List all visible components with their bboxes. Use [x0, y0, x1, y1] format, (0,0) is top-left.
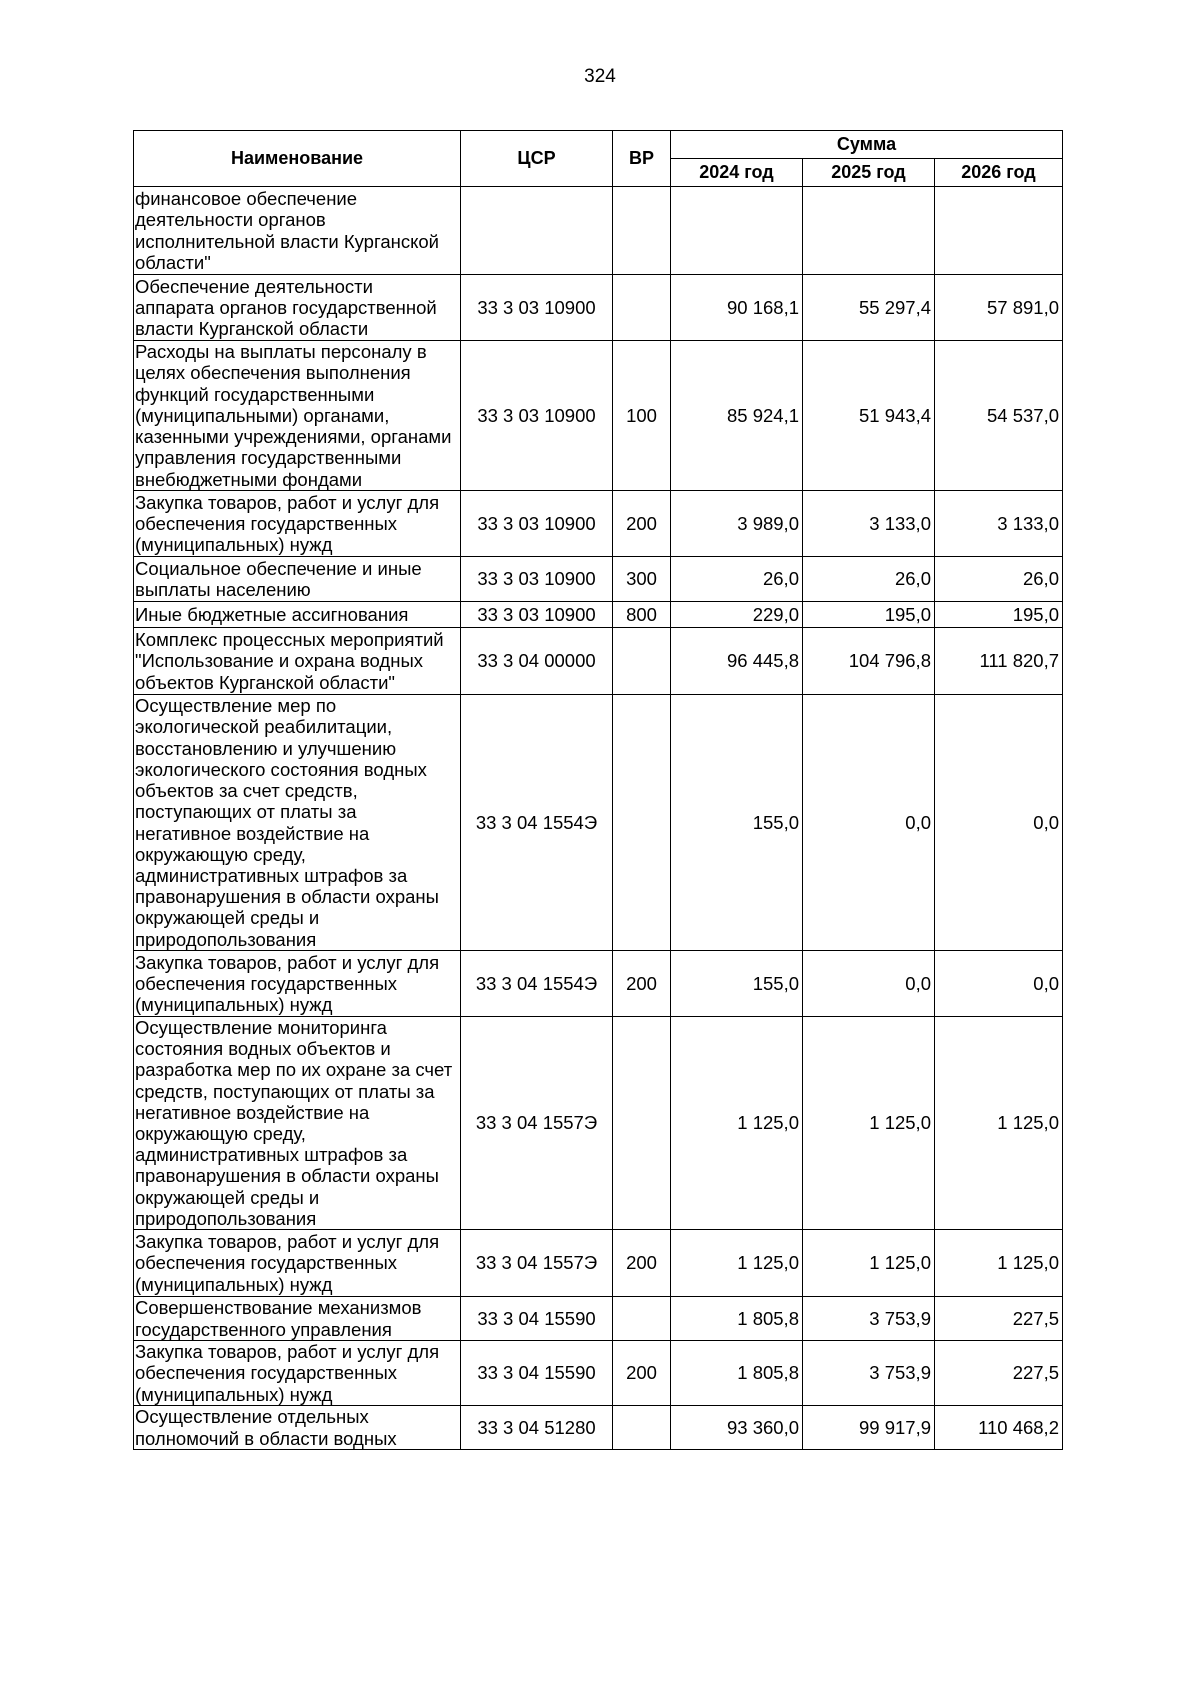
table-row	[134, 341, 1063, 491]
cell-2024: 1 805,8	[671, 1297, 803, 1341]
cell-2024: 1 805,8	[671, 1341, 803, 1406]
header-row	[134, 131, 1063, 159]
header-vr: ВР	[613, 131, 671, 187]
cell-2026: 111 820,7	[935, 628, 1063, 695]
cell-2026: 195,0	[935, 602, 1063, 628]
cell-name: Обеспечение деятельности аппарата органов государственной власти Курганской области	[134, 275, 461, 341]
table-row	[134, 1406, 1063, 1450]
cell-2025: 99 917,9	[803, 1406, 935, 1450]
cell-csr: 33 3 04 15590	[461, 1341, 613, 1406]
cell-2024: 26,0	[671, 557, 803, 602]
cell-2026: 110 468,2	[935, 1406, 1063, 1450]
cell-vr: 200	[613, 951, 671, 1017]
cell-name: Социальное обеспечение и иные выплаты населению	[134, 557, 461, 602]
cell-vr: 200	[613, 1341, 671, 1406]
cell-2026: 1 125,0	[935, 1017, 1063, 1230]
cell-2024: 155,0	[671, 951, 803, 1017]
cell-vr	[613, 695, 671, 951]
cell-vr	[613, 275, 671, 341]
cell-2024: 96 445,8	[671, 628, 803, 695]
cell-2025: 55 297,4	[803, 275, 935, 341]
cell-2024: 1 125,0	[671, 1017, 803, 1230]
cell-2026: 26,0	[935, 557, 1063, 602]
cell-2026: 3 133,0	[935, 491, 1063, 557]
cell-2026: 1 125,0	[935, 1230, 1063, 1297]
table-row	[134, 1297, 1063, 1341]
table-row	[134, 1230, 1063, 1297]
cell-name: Закупка товаров, работ и услуг для обеспечения государственных (муниципальных) нужд	[134, 951, 461, 1017]
cell-vr	[613, 1297, 671, 1341]
cell-2024: 93 360,0	[671, 1406, 803, 1450]
cell-csr: 33 3 03 10900	[461, 275, 613, 341]
cell-2024: 229,0	[671, 602, 803, 628]
table-row	[134, 1017, 1063, 1230]
cell-2024: 1 125,0	[671, 1230, 803, 1297]
cell-csr: 33 3 03 10900	[461, 557, 613, 602]
cell-name: Закупка товаров, работ и услуг для обеспечения государственных (муниципальных) нужд	[134, 1230, 461, 1297]
header-year-2024: 2024 год	[671, 159, 803, 187]
cell-2025: 3 133,0	[803, 491, 935, 557]
cell-vr: 200	[613, 1230, 671, 1297]
cell-csr: 33 3 03 10900	[461, 491, 613, 557]
cell-2026: 57 891,0	[935, 275, 1063, 341]
cell-vr: 100	[613, 341, 671, 491]
cell-2026	[935, 187, 1063, 275]
cell-name: Осуществление мер по экологической реабилитации, восстановлению и улучшению экологического состояния водных объектов за счет средств, поступающих от платы за негативное воздействие на окружающую среду, административных штрафов за правонарушения в области охраны окружающей среды и природопользования	[134, 695, 461, 951]
cell-2024: 155,0	[671, 695, 803, 951]
cell-2024: 90 168,1	[671, 275, 803, 341]
cell-name: Комплекс процессных мероприятий "Использование и охрана водных объектов Курганской области"	[134, 628, 461, 695]
cell-vr: 800	[613, 602, 671, 628]
cell-2025: 104 796,8	[803, 628, 935, 695]
cell-2025: 51 943,4	[803, 341, 935, 491]
cell-2025: 1 125,0	[803, 1230, 935, 1297]
cell-2024: 3 989,0	[671, 491, 803, 557]
cell-csr: 33 3 04 1554Э	[461, 695, 613, 951]
cell-csr: 33 3 04 00000	[461, 628, 613, 695]
cell-vr: 200	[613, 491, 671, 557]
cell-2025: 195,0	[803, 602, 935, 628]
cell-csr: 33 3 04 1554Э	[461, 951, 613, 1017]
cell-2025: 3 753,9	[803, 1297, 935, 1341]
cell-name: Закупка товаров, работ и услуг для обеспечения государственных (муниципальных) нужд	[134, 1341, 461, 1406]
cell-2024	[671, 187, 803, 275]
cell-name: финансовое обеспечение деятельности органов исполнительной власти Курганской области"	[134, 187, 461, 275]
cell-vr	[613, 187, 671, 275]
cell-name: Расходы на выплаты персоналу в целях обеспечения выполнения функций государственными (муниципальными) органами, казенными учреждениями, органами управления государственными внебюджетными фондами	[134, 341, 461, 491]
cell-2026: 227,5	[935, 1297, 1063, 1341]
cell-2025: 0,0	[803, 695, 935, 951]
cell-name: Иные бюджетные ассигнования	[134, 602, 461, 628]
cell-2026: 0,0	[935, 695, 1063, 951]
cell-2025: 26,0	[803, 557, 935, 602]
header-sum: Сумма	[671, 131, 1063, 159]
table-row	[134, 557, 1063, 602]
cell-2025: 1 125,0	[803, 1017, 935, 1230]
cell-vr: 300	[613, 557, 671, 602]
cell-csr: 33 3 04 51280	[461, 1406, 613, 1450]
table-row	[134, 602, 1063, 628]
cell-csr: 33 3 03 10900	[461, 602, 613, 628]
table-row	[134, 951, 1063, 1017]
table-header	[134, 131, 1063, 187]
cell-2025	[803, 187, 935, 275]
header-year-2025: 2025 год	[803, 159, 935, 187]
table-row	[134, 491, 1063, 557]
table-row	[134, 628, 1063, 695]
table-row	[134, 275, 1063, 341]
cell-2026: 227,5	[935, 1341, 1063, 1406]
cell-csr: 33 3 04 15590	[461, 1297, 613, 1341]
table-row	[134, 187, 1063, 275]
table-row	[134, 695, 1063, 951]
header-name: Наименование	[134, 131, 461, 187]
cell-vr	[613, 1406, 671, 1450]
cell-2026: 54 537,0	[935, 341, 1063, 491]
cell-csr	[461, 187, 613, 275]
cell-vr	[613, 628, 671, 695]
cell-vr	[613, 1017, 671, 1230]
cell-csr: 33 3 04 1557Э	[461, 1230, 613, 1297]
cell-name: Закупка товаров, работ и услуг для обеспечения государственных (муниципальных) нужд	[134, 491, 461, 557]
cell-name: Совершенствование механизмов государственного управления	[134, 1297, 461, 1341]
table-body	[134, 187, 1063, 1450]
header-year-2026: 2026 год	[935, 159, 1063, 187]
cell-name: Осуществление отдельных полномочий в области водных	[134, 1406, 461, 1450]
page-number: 324	[584, 66, 616, 87]
cell-name: Осуществление мониторинга состояния водных объектов и разработка мер по их охране за счет средств, поступающих от платы за негативное воздействие на окружающую среду, административных штрафов за правонарушения в области охраны окружающей среды и природопользования	[134, 1017, 461, 1230]
cell-2026: 0,0	[935, 951, 1063, 1017]
budget-table	[133, 130, 1063, 1450]
cell-csr: 33 3 03 10900	[461, 341, 613, 491]
cell-2025: 3 753,9	[803, 1341, 935, 1406]
table-row	[134, 1341, 1063, 1406]
cell-2024: 85 924,1	[671, 341, 803, 491]
cell-csr: 33 3 04 1557Э	[461, 1017, 613, 1230]
header-csr: ЦСР	[461, 131, 613, 187]
cell-2025: 0,0	[803, 951, 935, 1017]
